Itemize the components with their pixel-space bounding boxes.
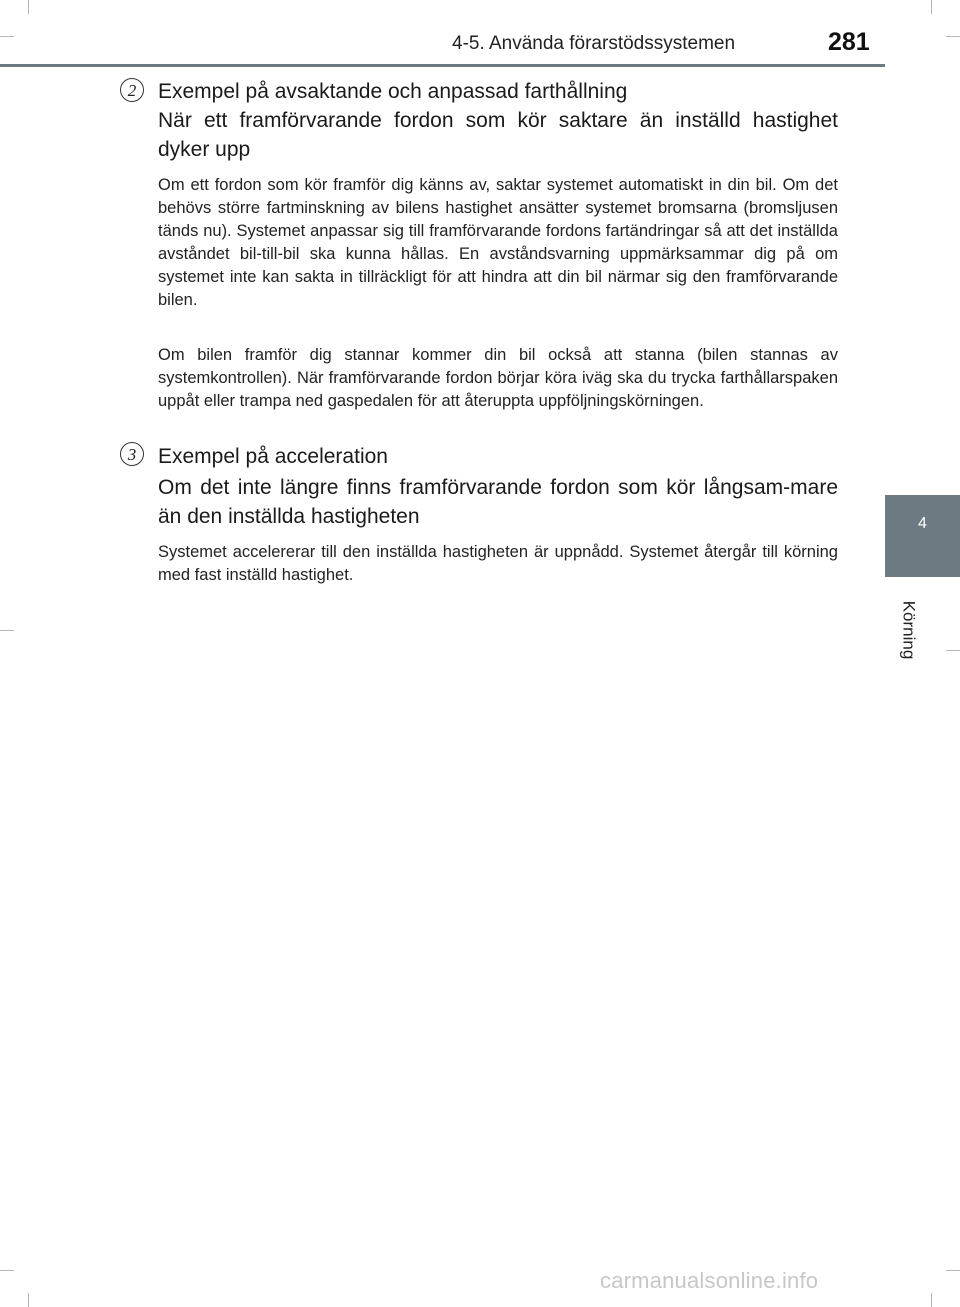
crop-mark <box>931 0 932 14</box>
step-number-icon: 3 <box>120 442 144 466</box>
step-title: Exempel på acceleration <box>158 445 388 468</box>
chapter-number: 4 <box>918 515 927 532</box>
crop-mark <box>946 36 960 37</box>
header-rule <box>0 64 885 67</box>
section-title: 4-5. Använda förarstödssystemen <box>452 33 736 54</box>
step-subtitle: När ett framförvarande fordon som kör saktare än inställd hastighet dyker upp <box>158 109 838 161</box>
body-paragraph: Om bilen framför dig stannar kommer din bil också att stanna (bilen stannas av systemkontrollen). När framförvarande fordon börjar köra iväg ska du trycka farthållarspaken uppåt eller trampa ned gaspedalen för att återuppta uppföljningskörningen. <box>158 346 838 410</box>
step-title: Exempel på avsaktande och anpassad farthållning <box>158 80 628 103</box>
chapter-tab <box>885 495 960 577</box>
crop-mark <box>28 0 29 14</box>
step-subtitle: Om det inte längre finns framförvarande fordon som kör långsam-mare än den inställda hastigheten <box>158 476 838 528</box>
chapter-label-container <box>858 600 958 660</box>
watermark: carmanualsonline.info <box>600 1268 819 1293</box>
crop-mark <box>931 1293 932 1307</box>
crop-mark <box>28 1293 29 1307</box>
page-number: 281 <box>828 28 870 56</box>
crop-mark <box>0 630 14 631</box>
chapter-label: Körning <box>898 600 918 660</box>
body-paragraph: Om ett fordon som kör framför dig känns av, saktar systemet automatiskt in din bil. Om det behövs större fartminskning av bilens hastighet ansätter systemet bromsarna (bromsljusen tänds nu). Systemet anpassar sig till framförvarande fordons fartändringar så att det inställda avståndet bil-till-bil ska kunna hållas. En avståndsvarning uppmärksammar dig på om systemet inte kan sakta in tillräckligt för att hindra att din bil närmar sig den framförvarande bilen. <box>158 176 838 309</box>
body-paragraph: Systemet accelererar till den inställda hastigheten är uppnådd. Systemet återgår till körning med fast inställd hastighet. <box>158 543 838 584</box>
step-number-icon: 2 <box>120 78 144 102</box>
crop-mark <box>0 36 14 37</box>
crop-mark <box>946 1270 960 1271</box>
crop-mark <box>0 1270 14 1271</box>
